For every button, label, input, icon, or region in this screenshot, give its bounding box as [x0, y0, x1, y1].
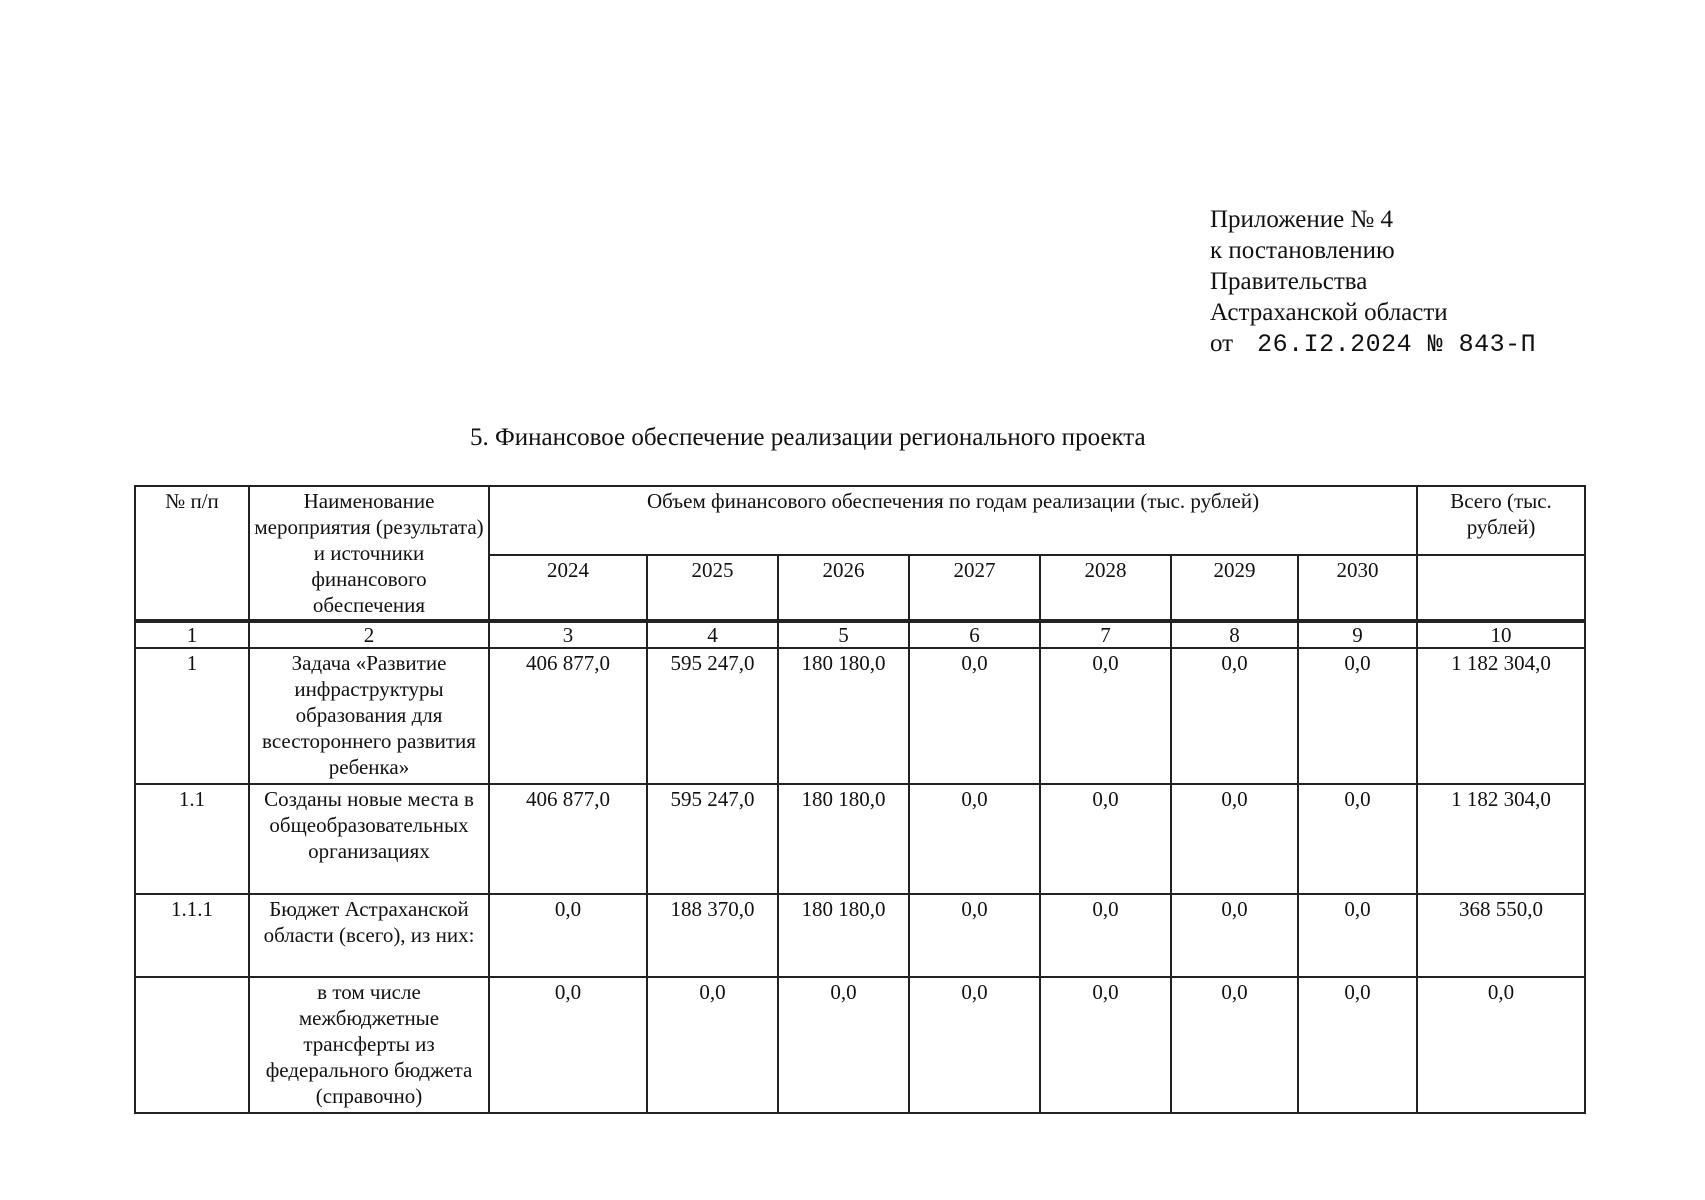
appendix-line-2: к постановлению — [1210, 237, 1395, 264]
row-value: 0,0 — [1171, 648, 1298, 784]
appendix-line-3: Правительства — [1210, 268, 1368, 295]
row-value: 595 247,0 — [647, 784, 778, 894]
row-value: 180 180,0 — [778, 784, 909, 894]
header-total: Всего (тыс. рублей) — [1417, 486, 1585, 555]
header-row-1 — [135, 486, 1585, 555]
row-value: 0,0 — [1040, 784, 1171, 894]
row-total: 1 182 304,0 — [1417, 648, 1585, 784]
column-number: 4 — [647, 621, 778, 648]
header-year: 2024 — [489, 555, 647, 621]
row-value: 180 180,0 — [778, 648, 909, 784]
row-num: 1.1 — [135, 784, 249, 894]
header-total-empty — [1417, 555, 1585, 621]
column-number: 2 — [249, 621, 489, 648]
row-num: 1 — [135, 648, 249, 784]
header-num: № п/п — [135, 486, 249, 621]
header-year: 2030 — [1298, 555, 1417, 621]
row-value: 0,0 — [1298, 977, 1417, 1113]
row-num — [135, 977, 249, 1113]
row-value: 0,0 — [489, 894, 647, 977]
table-row — [135, 977, 1585, 1113]
column-number: 8 — [1171, 621, 1298, 648]
row-value: 0,0 — [1040, 977, 1171, 1113]
header-name: Наименование мероприятия (результата) и источники финансового обеспечения — [249, 486, 489, 621]
row-value: 0,0 — [778, 977, 909, 1113]
table-row — [135, 648, 1585, 784]
row-value: 0,0 — [1298, 648, 1417, 784]
row-value: 188 370,0 — [647, 894, 778, 977]
row-name: в том числе межбюджетные трансферты из федерального бюджета (справочно) — [249, 977, 489, 1113]
financing-table — [134, 485, 1586, 1114]
date-prefix: от — [1210, 330, 1234, 357]
row-total: 0,0 — [1417, 977, 1585, 1113]
column-number: 1 — [135, 621, 249, 648]
appendix-line-4: Астраханской области — [1210, 299, 1448, 326]
header-volume: Объем финансового обеспечения по годам реализации (тыс. рублей) — [489, 486, 1417, 555]
row-num: 1.1.1 — [135, 894, 249, 977]
row-value: 0,0 — [909, 894, 1040, 977]
appendix-block — [1210, 204, 1536, 360]
header-year: 2026 — [778, 555, 909, 621]
appendix-line-1: Приложение № 4 — [1210, 206, 1394, 233]
row-name: Бюджет Астраханской области (всего), из них: — [249, 894, 489, 977]
column-number: 5 — [778, 621, 909, 648]
row-name: Задача «Развитие инфраструктуры образования для всестороннего развития ребенка» — [249, 648, 489, 784]
header-year: 2027 — [909, 555, 1040, 621]
row-value: 0,0 — [647, 977, 778, 1113]
row-total: 368 550,0 — [1417, 894, 1585, 977]
row-value: 0,0 — [489, 977, 647, 1113]
column-number: 6 — [909, 621, 1040, 648]
header-year: 2025 — [647, 555, 778, 621]
row-value: 0,0 — [1298, 784, 1417, 894]
row-value: 0,0 — [1040, 894, 1171, 977]
row-value: 0,0 — [909, 977, 1040, 1113]
header-year: 2029 — [1171, 555, 1298, 621]
table-row — [135, 784, 1585, 894]
row-value: 0,0 — [1040, 648, 1171, 784]
row-value: 0,0 — [1171, 784, 1298, 894]
row-value: 0,0 — [909, 784, 1040, 894]
column-number: 9 — [1298, 621, 1417, 648]
date-number: 26.I2.2024 № 843-П — [1257, 330, 1537, 359]
column-number: 3 — [489, 621, 647, 648]
row-value: 595 247,0 — [647, 648, 778, 784]
row-value: 180 180,0 — [778, 894, 909, 977]
appendix-date-line — [1210, 328, 1536, 360]
row-value: 0,0 — [1298, 894, 1417, 977]
row-total: 1 182 304,0 — [1417, 784, 1585, 894]
row-value: 0,0 — [1171, 894, 1298, 977]
column-number: 7 — [1040, 621, 1171, 648]
row-value: 406 877,0 — [489, 648, 647, 784]
row-value: 0,0 — [909, 648, 1040, 784]
header-year: 2028 — [1040, 555, 1171, 621]
row-name: Созданы новые места в общеобразовательных организациях — [249, 784, 489, 894]
row-value: 0,0 — [1171, 977, 1298, 1113]
column-number-row — [135, 621, 1585, 648]
table-row — [135, 894, 1585, 977]
row-value: 406 877,0 — [489, 784, 647, 894]
column-number: 10 — [1417, 621, 1585, 648]
section-title: 5. Финансовое обеспечение реализации регионального проекта — [470, 424, 1146, 451]
